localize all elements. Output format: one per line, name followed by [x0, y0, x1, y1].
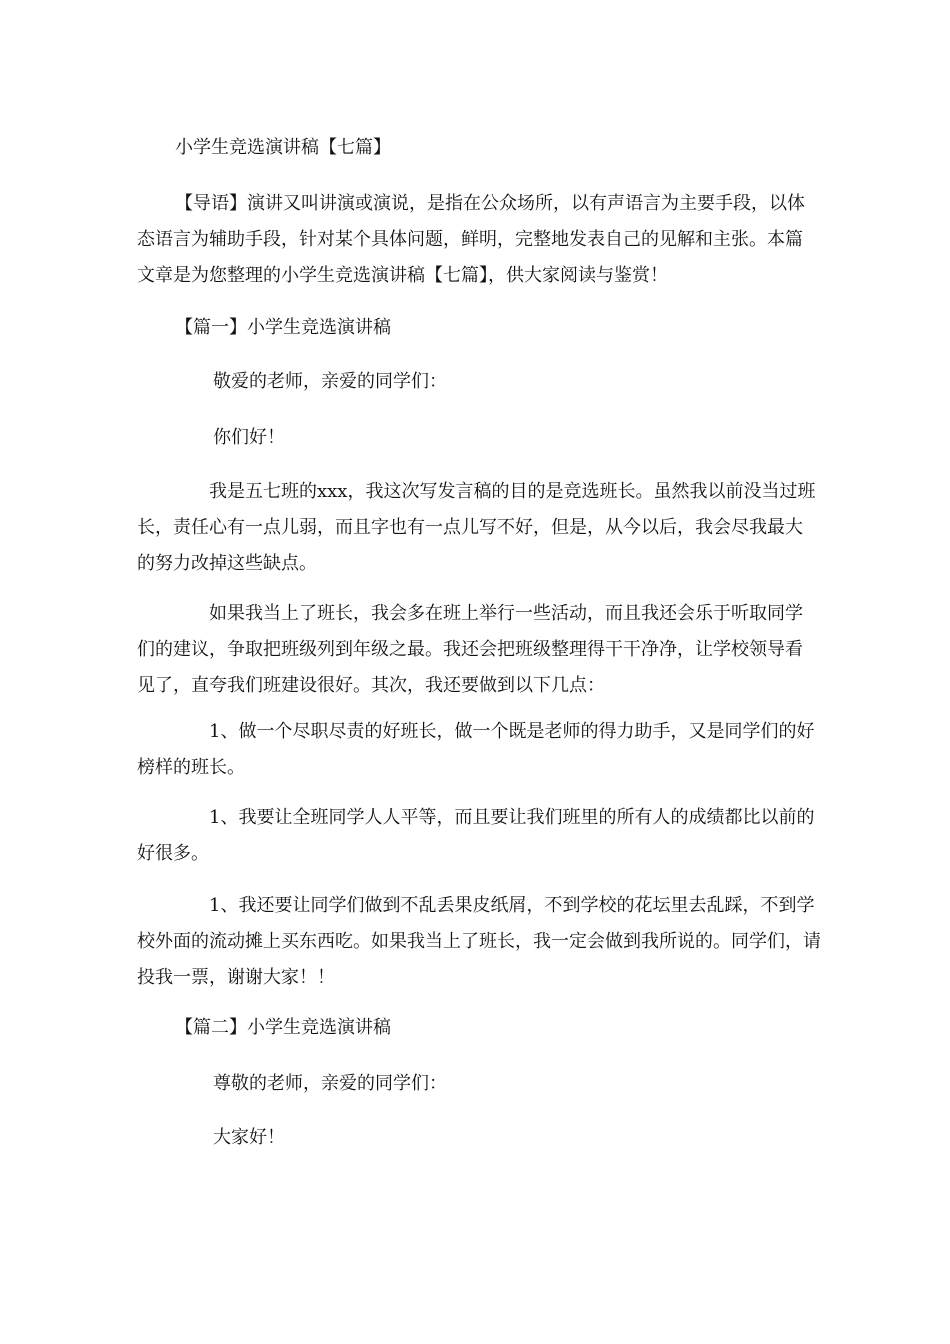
- list-item-1: 1、做一个尽职尽责的好班长，做一个既是老师的得力助手，又是同学们的好榜样的班长。: [137, 721, 815, 778]
- list-item-3: 1、我还要让同学们做到不乱丢果皮纸屑，不到学校的花坛里去乱踩，不到学校外面的流动摊上买东西吃。如果我当上了班长，我一定会做到我所说的。同学们，请投我一票，谢谢大家！！: [137, 895, 821, 988]
- greeting-2: 大家好！: [213, 1127, 285, 1148]
- document-title: 小学生竞选演讲稿【七篇】: [175, 137, 391, 158]
- section-heading-2: 【篇二】小学生竞选演讲稿: [175, 1017, 391, 1038]
- salutation-1: 敬爱的老师，亲爱的同学们：: [213, 371, 447, 392]
- salutation-2: 尊敬的老师，亲爱的同学们：: [213, 1073, 447, 1094]
- list-item-2: 1、我要让全班同学人人平等，而且要让我们班里的所有人的成绩都比以前的好很多。: [137, 807, 815, 864]
- intro-paragraph: 【导语】演讲又叫讲演或演说，是指在公众场所，以有声语言为主要手段，以体态语言为辅助手段，针对某个具体问题，鲜明，完整地发表自己的见解和主张。本篇文章是为您整理的小学生竞选演讲稿【七篇】，供大家阅读与鉴赏！: [137, 193, 805, 286]
- greeting-1: 你们好！: [213, 427, 285, 448]
- body-paragraph-1: 我是五七班的xxx，我这次写发言稿的目的是竞选班长。虽然我以前没当过班长，责任心有一点儿弱，而且字也有一点儿写不好，但是，从今以后，我会尽我最大的努力改掉这些缺点。: [137, 481, 816, 574]
- body-paragraph-2: 如果我当上了班长，我会多在班上举行一些活动，而且我还会乐于听取同学们的建议，争取把班级列到年级之最。我还会把班级整理得干干净净，让学校领导看见了，直夸我们班建设很好。其次，我还要做到以下几点：: [137, 603, 803, 696]
- section-heading-1: 【篇一】小学生竞选演讲稿: [175, 317, 391, 338]
